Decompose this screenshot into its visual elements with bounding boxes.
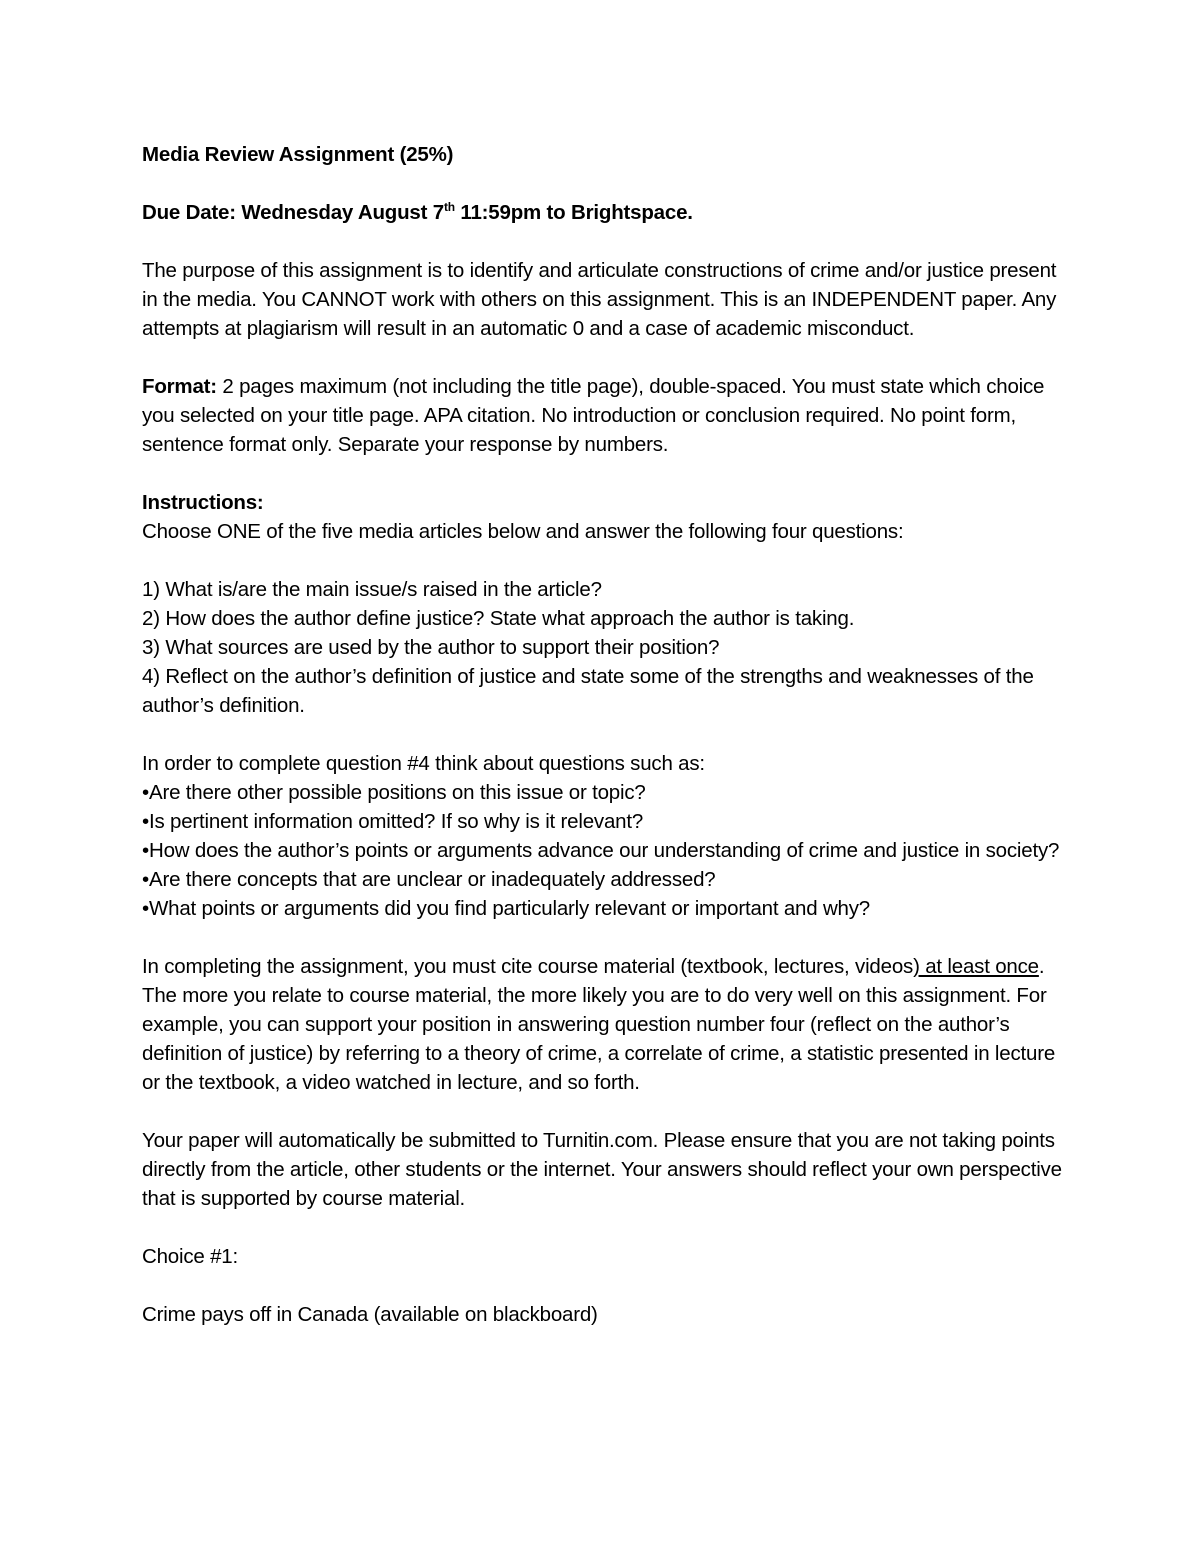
- turnitin-paragraph: Your paper will automatically be submitted to Turnitin.com. Please ensure that you are not taking points directly from the article, other students or the internet. Your answers should reflect your own perspective that is supported by course material.: [142, 1129, 1062, 1210]
- due-date-text: Due Date: Wednesday August 7: [142, 201, 444, 224]
- format-paragraph: [142, 372, 1072, 459]
- citation-paragraph: [142, 952, 1072, 1097]
- instructions-heading: Instructions:: [142, 491, 264, 514]
- guidance-bullet: •Are there other possible positions on this issue or topic?: [142, 781, 646, 804]
- guidance-bullet: •Is pertinent information omitted? If so why is it relevant?: [142, 810, 644, 833]
- question4-guidance: [142, 749, 1072, 923]
- question4-intro: In order to complete question #4 think about questions such as:: [142, 752, 705, 775]
- question-item: 4) Reflect on the author’s definition of justice and state some of the strengths and weaknesses of the author’s definition.: [142, 665, 1034, 717]
- question-item: 2) How does the author define justice? State what approach the author is taking.: [142, 607, 855, 630]
- due-date-superscript: th: [443, 200, 455, 214]
- choice-article: Crime pays off in Canada (available on blackboard): [142, 1303, 598, 1326]
- instructions-intro: Choose ONE of the five media articles below and answer the following four questions:: [142, 520, 904, 543]
- question-list: [142, 575, 1072, 720]
- question-item: 3) What sources are used by the author to support their position?: [142, 636, 720, 659]
- citation-text-end: . The more you relate to course material, the more likely you are to do very well on this assignment. For example, you can support your position in answering question number four (reflect on the author’s definition of justice) by referring to a theory of crime, a correlate of crime, a statistic presented in lecture or the textbook, a video watched in lecture, and so forth.: [142, 955, 1056, 1094]
- guidance-bullet: •Are there concepts that are unclear or inadequately addressed?: [142, 868, 716, 891]
- guidance-bullet: •What points or arguments did you find particularly relevant or important and why?: [142, 897, 871, 920]
- citation-underlined: ) at least once: [913, 955, 1039, 978]
- citation-text-start: In completing the assignment, you must cite course material (textbook, lectures, videos: [142, 955, 914, 978]
- document-body: [142, 140, 1072, 1329]
- format-text: 2 pages maximum (not including the title page), double-spaced. You must state which choice you selected on your title page. APA citation. No introduction or conclusion required. No point form, sentence format only. Separate your response by numbers.: [142, 375, 1045, 456]
- due-date: [142, 198, 1072, 227]
- due-date-suffix: 11:59pm to Brightspace.: [454, 201, 693, 224]
- guidance-bullet: •How does the author’s points or arguments advance our understanding of crime and justice in society?: [142, 839, 1060, 862]
- question-item: 1) What is/are the main issue/s raised in the article?: [142, 578, 602, 601]
- choice-label: Choice #1:: [142, 1245, 239, 1268]
- document-title: Media Review Assignment (25%): [142, 143, 454, 166]
- format-label: Format:: [142, 375, 217, 398]
- purpose-paragraph: The purpose of this assignment is to identify and articulate constructions of crime and/or justice present in the media. You CANNOT work with others on this assignment. This is an INDEPENDENT paper. Any attempts at plagiarism will result in an automatic 0 and a case of academic misconduct.: [142, 259, 1057, 340]
